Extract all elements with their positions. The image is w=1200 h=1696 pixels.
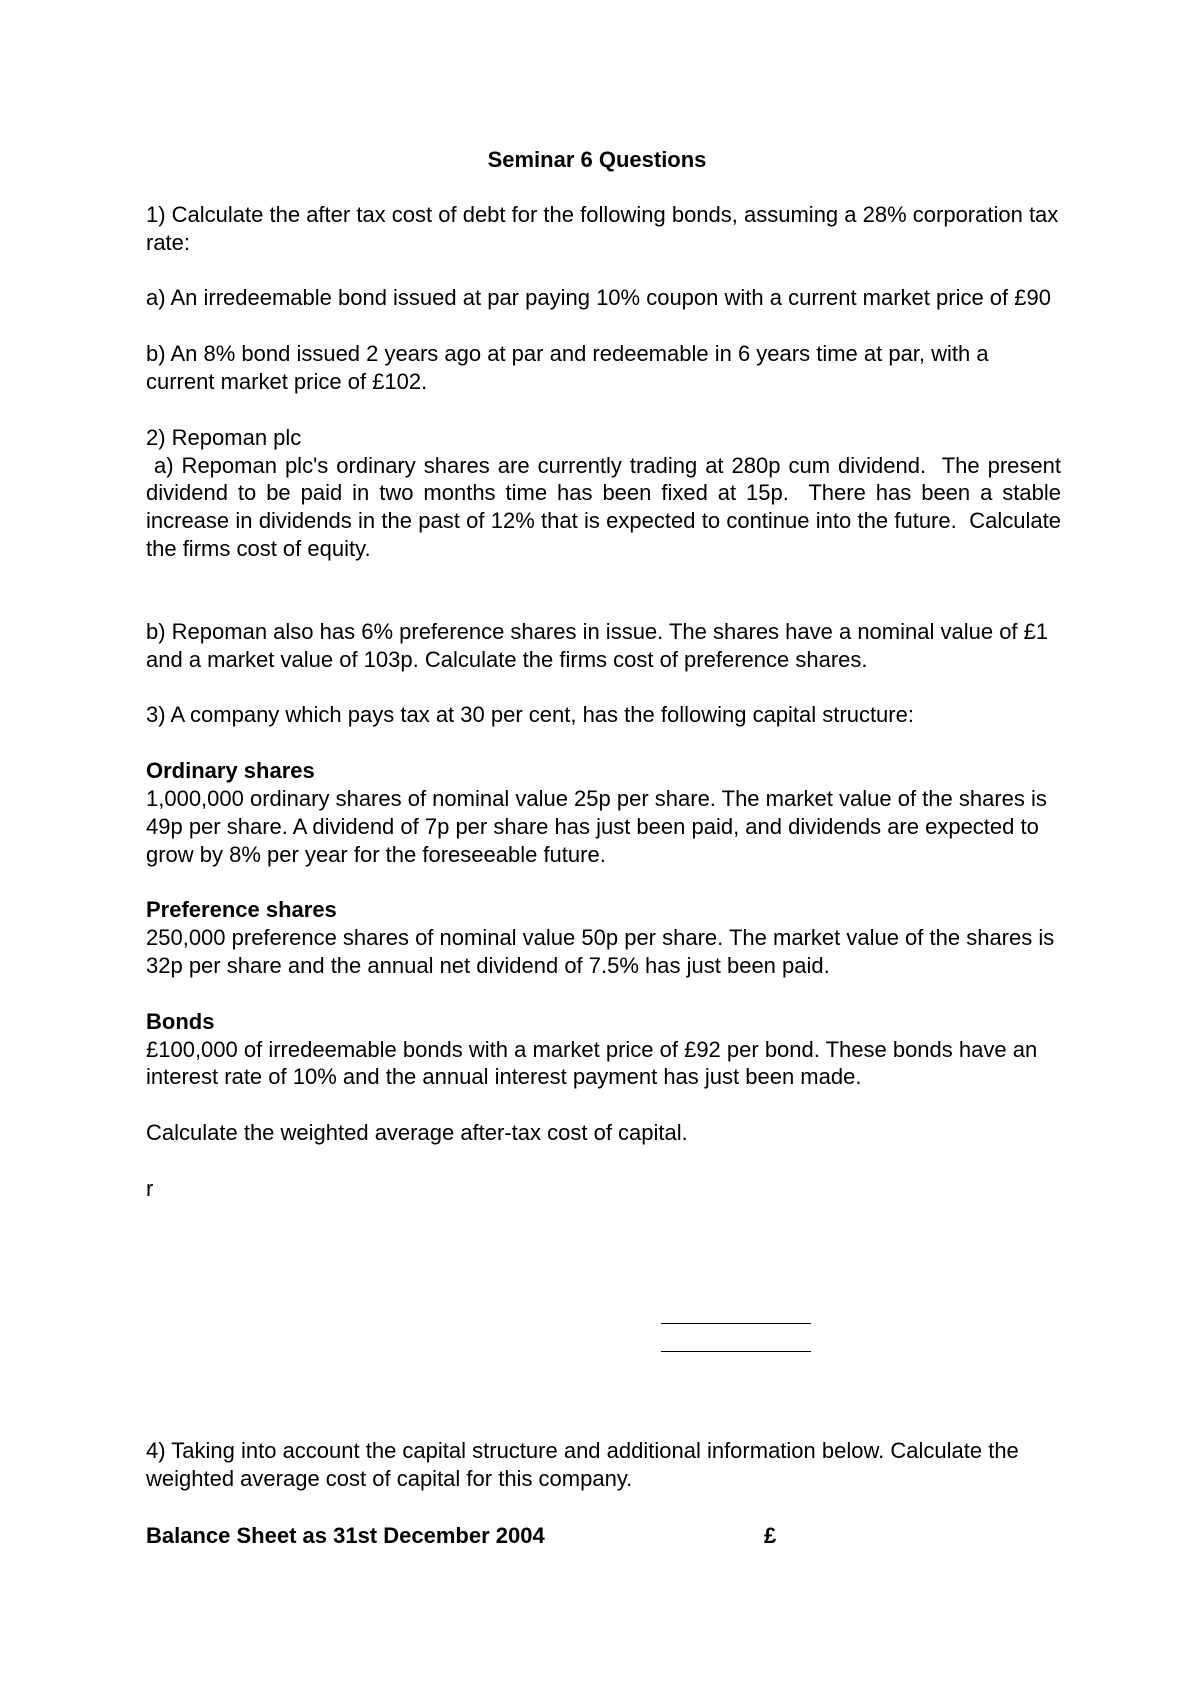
question-3-intro: 3) A company which pays tax at 30 per cent, has the following capital structure:: [146, 702, 914, 728]
question-2a: a) Repoman plc's ordinary shares are currently trading at 280p cum dividend. The present dividend to be paid in two months time has been fixed at 15p. There has been a stable increase in dividends in the past of 12% that is expected to continue into the future. Calculate the firms cost of equity.: [146, 452, 1068, 561]
question-4: 4) Taking into account the capital structure and additional information below. Calculate the weighted average cost of capital for this company.: [146, 1438, 1019, 1491]
question-3-task: Calculate the weighted average after-tax cost of capital.: [146, 1120, 688, 1146]
balance-sheet-title: Balance Sheet as 31st December 2004: [146, 1523, 545, 1548]
document-body: [146, 146, 1068, 1203]
bonds-heading: Bonds: [146, 1008, 215, 1034]
question-2-heading: 2) Repoman plc: [146, 424, 302, 450]
preference-shares-heading: Preference shares: [146, 897, 337, 923]
question-1a: a) An irredeemable bond issued at par paying 10% coupon with a current market price of £90: [146, 285, 1051, 311]
stray-character: r: [146, 1175, 154, 1201]
balance-sheet-header: [146, 1522, 846, 1549]
currency-column-label: £: [764, 1523, 777, 1548]
document-title: Seminar 6 Questions: [487, 147, 707, 172]
ordinary-shares-heading: Ordinary shares: [146, 758, 315, 784]
answer-rule-2: [661, 1351, 811, 1352]
bonds-text: £100,000 of irredeemable bonds with a market price of £92 per bond. These bonds have an interest rate of 10% and the annual interest payment has just been made.: [146, 1036, 1038, 1090]
question-1b: b) An 8% bond issued 2 years ago at par and redeemable in 6 years time at par, with a current market price of £102.: [146, 341, 989, 394]
ordinary-shares-text: 1,000,000 ordinary shares of nominal value 25p per share. The market value of the shares is 49p per share. A dividend of 7p per share has just been paid, and dividends are expected to grow by 8% per year for the foreseeable future.: [146, 785, 1047, 867]
question-2b: b) Repoman also has 6% preference shares in issue. The shares have a nominal value of £1 and a market value of 103p. Calculate the firms cost of preference shares.: [146, 618, 1049, 672]
answer-rule-1: [661, 1323, 811, 1324]
question-1-intro: 1) Calculate the after tax cost of debt for the following bonds, assuming a 28% corporation tax rate:: [146, 201, 1059, 255]
preference-shares-text: 250,000 preference shares of nominal value 50p per share. The market value of the shares is 32p per share and the annual net dividend of 7.5% has just been paid.: [146, 925, 1055, 978]
